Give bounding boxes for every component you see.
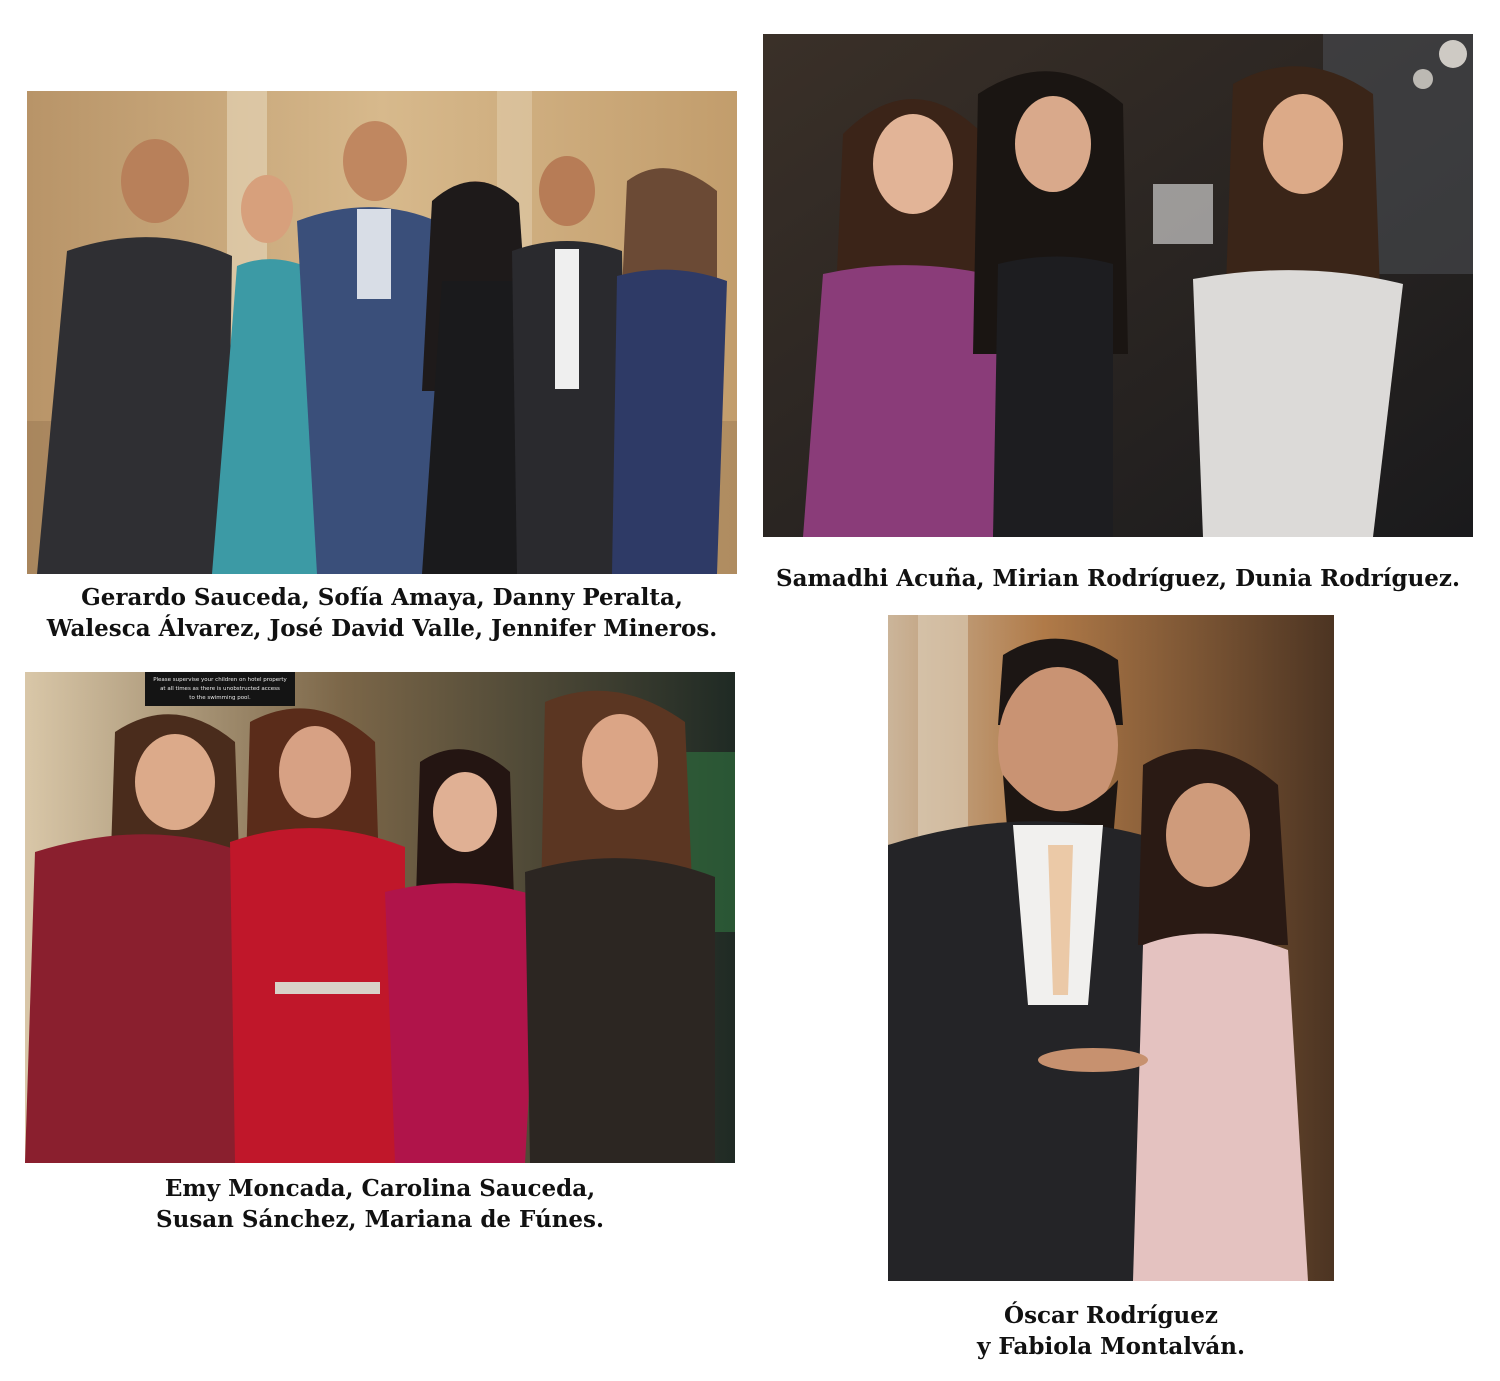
photo-three-women-image [763,34,1473,537]
photo-four-women [25,672,735,1163]
caption-line: Samadhi Acuña, Mirian Rodríguez, Dunia Rodríguez. [775,565,1461,592]
photo-group-six-image [27,91,737,574]
hotel-sign-line: Please supervise your children on hotel property [153,677,287,683]
caption-line: Emy Moncada, Carolina Sauceda, [164,1175,596,1202]
caption-couple [888,1300,1334,1362]
hotel-sign-line: at all times as there is unobstructed access [160,686,280,692]
caption-line: Óscar Rodríguez [1004,1302,1218,1329]
photo-couple [888,615,1334,1281]
caption-three-women [763,563,1473,594]
photo-three-women [763,34,1473,537]
caption-four-women [25,1173,735,1235]
photo-four-women-image [25,672,735,1163]
hotel-sign-line: to the swimming pool. [189,695,251,701]
caption-line: Gerardo Sauceda, Sofía Amaya, Danny Peralta, [81,584,683,611]
caption-group-six [27,582,737,644]
photo-couple-image [888,615,1334,1281]
caption-line: y Fabiola Montalván. [977,1333,1245,1360]
photo-group-six [27,91,737,574]
caption-line: Walesca Álvarez, José David Valle, Jennifer Mineros. [46,615,718,642]
caption-line: Susan Sánchez, Mariana de Fúnes. [155,1206,605,1233]
